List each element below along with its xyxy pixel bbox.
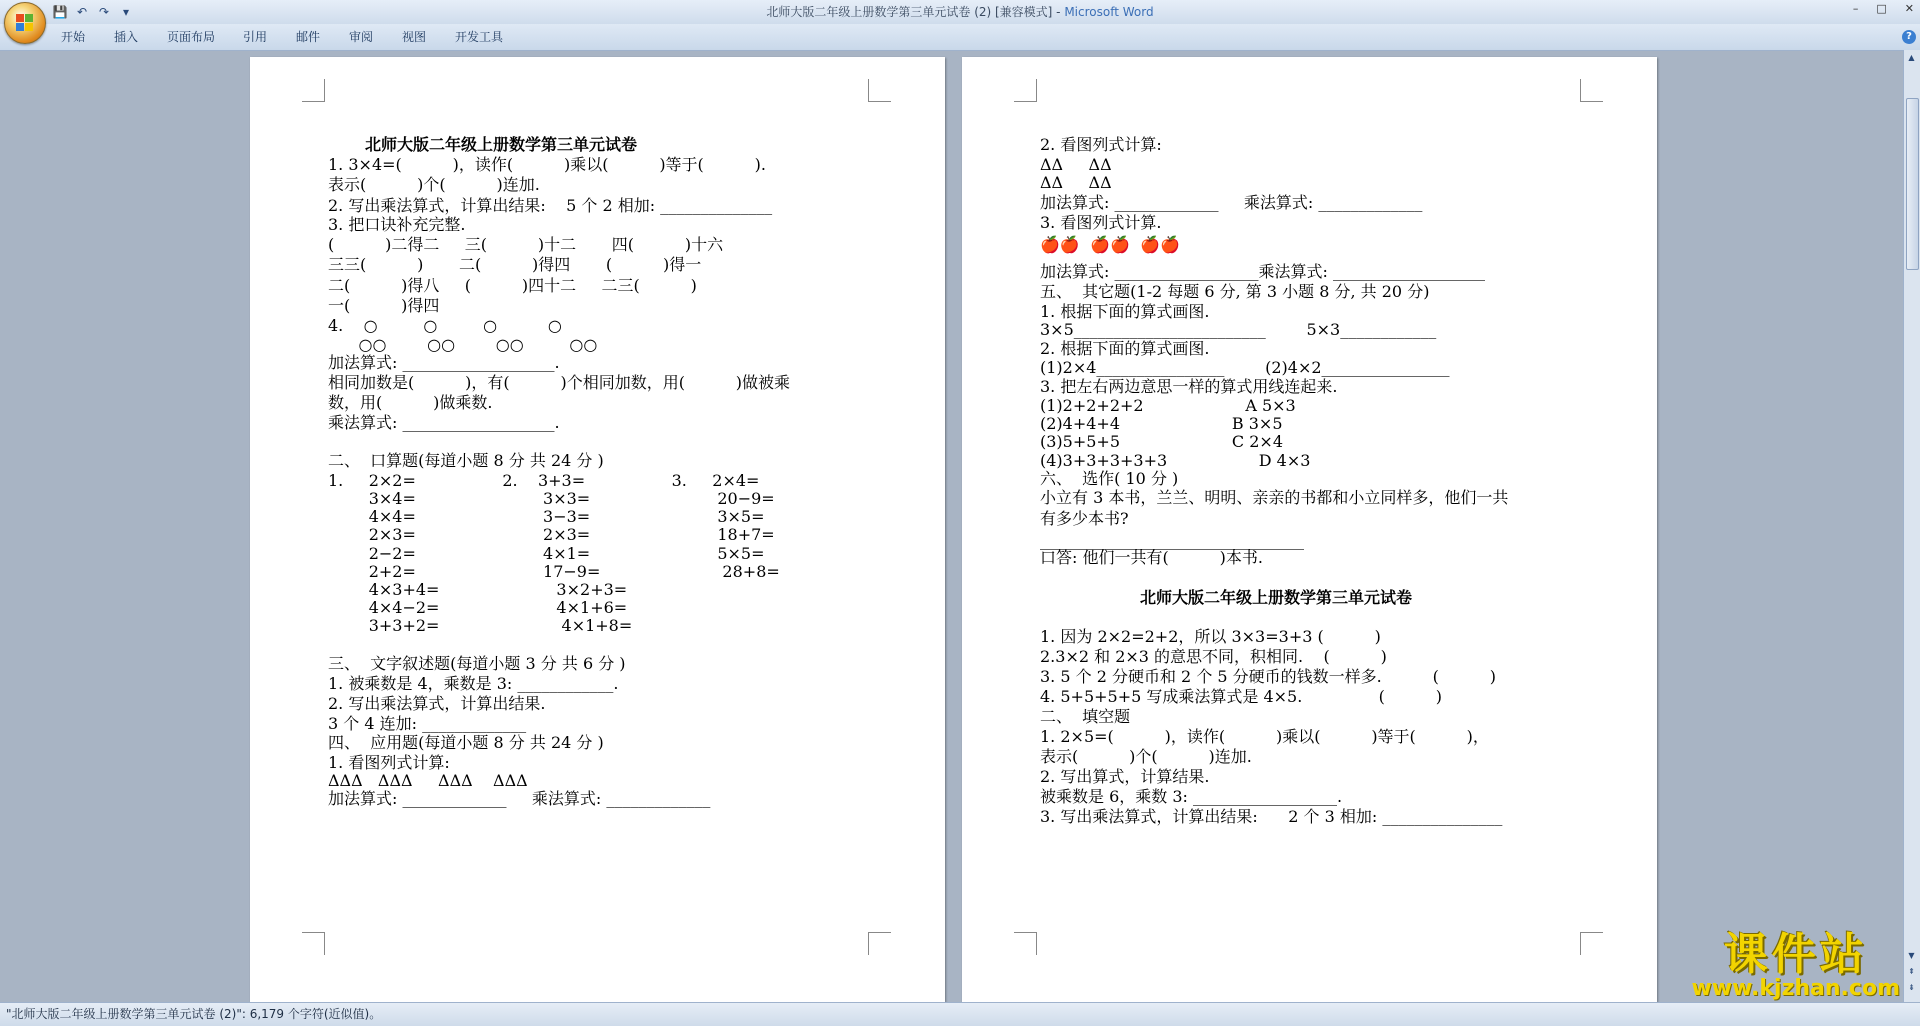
left-page-line: 2. 写出乘法算式，计算出结果: 5 个 2 相加: ______________	[328, 196, 773, 215]
left-page-line: 数，用( )做乘数.	[328, 393, 493, 412]
left-page-line: ΔΔΔ ΔΔΔ ΔΔΔ ΔΔΔ	[328, 771, 528, 790]
left-page-line: 3 个 4 连加: _____________	[328, 714, 527, 733]
right-page-line: 🍎🍎 🍎🍎 🍎🍎	[1040, 235, 1180, 254]
undo-icon[interactable]: ↶	[76, 5, 88, 19]
left-page-line: 3+3+2= 4×1+8=	[328, 616, 633, 635]
right-page-line: (1)2+2+2+2 A 5×3	[1040, 396, 1296, 415]
vertical-scrollbar[interactable]	[1903, 50, 1920, 1002]
right-page-line: ΔΔ ΔΔ	[1040, 155, 1112, 174]
right-page-line: 五、 其它题(1-2 每题 6 分, 第 3 小题 8 分, 共 20 分)	[1040, 282, 1430, 301]
save-icon[interactable]: 💾	[52, 5, 68, 19]
left-page-line: 加法算式: _____________ 乘法算式: _____________	[328, 789, 711, 808]
crop-mark	[1014, 79, 1037, 102]
maximize-button[interactable]: □	[1876, 2, 1887, 15]
right-page-line: 4. 5+5+5+5 写成乘法算式是 4×5. ( )	[1040, 687, 1442, 706]
right-page-line: 3. 写出乘法算式，计算出结果: 2 个 3 相加: _______________	[1040, 807, 1503, 826]
tab-references[interactable]: 引用	[243, 30, 268, 44]
left-page-line: 相同加数是( )，有( )个相同加数，用( )做被乘	[328, 373, 791, 392]
right-page-line: (3)5+5+5 C 2×4	[1040, 432, 1283, 451]
title-bar	[0, 0, 1920, 24]
right-page-line: 小立有 3 本书，兰兰、明明、亲亲的书都和小立同样多，他们一共	[1040, 488, 1509, 507]
left-page-line: 北师大版二年级上册数学第三单元试卷	[365, 135, 638, 154]
document-page-left[interactable]	[250, 57, 945, 1002]
right-page-line: 3. 把左右两边意思一样的算式用线连起来.	[1040, 377, 1338, 396]
crop-mark	[1014, 932, 1037, 955]
right-page-line: 1. 因为 2×2=2+2，所以 3×3=3+3 ( )	[1040, 627, 1381, 646]
left-page-line: ( )二得二 三( )十二 四( )十六	[328, 235, 724, 254]
right-page-line: 被乘数是 6，乘数 3: __________________.	[1040, 787, 1343, 806]
right-page-line: 加法算式: _____________ 乘法算式: _____________	[1040, 193, 1423, 212]
left-page-line: 2. 写出乘法算式，计算出结果.	[328, 694, 546, 713]
left-page-line: 4×4−2= 4×1+6=	[328, 598, 628, 617]
right-page-line: 口答: 他们一共有( )本书.	[1040, 548, 1263, 567]
scroll-up-icon[interactable]: ▲	[1908, 53, 1915, 62]
left-page-line: 4×4= 3−3= 3×5=	[328, 507, 765, 526]
tab-page-layout[interactable]: 页面布局	[167, 30, 216, 44]
document-title: 北师大版二年级上册数学第三单元试卷 (2) [兼容模式] -	[766, 5, 1065, 19]
tab-review[interactable]: 审阅	[349, 30, 374, 44]
right-page-line: _________________________________	[1040, 531, 1304, 550]
left-page-line: 三、 文字叙述题(每道小题 3 分 共 6 分 )	[328, 654, 626, 673]
tab-view[interactable]: 视图	[402, 30, 427, 44]
tab-developer[interactable]: 开发工具	[455, 30, 504, 44]
next-page-icon[interactable]: ⇟	[1908, 983, 1915, 992]
office-logo-icon	[16, 14, 34, 32]
crop-mark	[868, 932, 891, 955]
customize-toolbar-icon[interactable]: ▾	[122, 5, 130, 19]
ribbon-tabs	[0, 24, 1920, 51]
app-name: Microsoft Word	[1064, 5, 1154, 19]
right-page-line: 加法算式: __________________乘法算式: ___________________	[1040, 262, 1485, 281]
right-page-line: 2.3×2 和 2×3 的意思不同，积相同. ( )	[1040, 647, 1387, 666]
crop-mark	[1580, 79, 1603, 102]
scrollbar-thumb[interactable]	[1906, 98, 1919, 270]
left-page-line: 三三( ) 二( )得四 ( )得一	[328, 255, 702, 274]
right-page-line: 3×5________________________ 5×3____________	[1040, 320, 1437, 339]
left-page-line: 1. 3×4=( )，读作( )乘以( )等于( ).	[328, 155, 766, 174]
office-button[interactable]	[4, 2, 46, 44]
watermark-title: 课件站	[1723, 929, 1868, 980]
close-button[interactable]: ✕	[1904, 2, 1914, 15]
status-bar	[0, 1002, 1920, 1026]
right-page-line: 六、 选作( 10 分 )	[1040, 469, 1179, 488]
left-page-line: 乘法算式: ___________________.	[328, 413, 560, 432]
status-text: "北师大版二年级上册数学第三单元试卷 (2)": 6,179 个字符(近似值)。	[6, 1007, 382, 1021]
left-page-line: 3×4= 3×3= 20−9=	[328, 489, 775, 508]
scroll-down-icon[interactable]: ▼	[1908, 951, 1915, 960]
left-page-line: 4. ○ ○ ○ ○	[328, 316, 562, 335]
left-page-line: ○○ ○○ ○○ ○○	[328, 335, 598, 354]
document-page-right[interactable]	[962, 57, 1657, 1002]
crop-mark	[302, 932, 325, 955]
left-page-line: 二( )得八 ( )四十二 二三( )	[328, 276, 697, 295]
right-page-line: 北师大版二年级上册数学第三单元试卷	[1140, 588, 1413, 607]
left-page-line: 加法算式: ___________________.	[328, 353, 560, 372]
watermark-url: www.kjzhan.com	[1691, 976, 1900, 1001]
left-page-line: 1. 2×2= 2. 3+3= 3. 2×4=	[328, 471, 760, 490]
right-page-line: 有多少本书?	[1040, 509, 1129, 528]
tab-mailings[interactable]: 邮件	[296, 30, 321, 44]
left-page-line: 四、 应用题(每道小题 8 分 共 24 分 )	[328, 733, 604, 752]
right-page-line: 二、 填空题	[1040, 707, 1131, 726]
window-title	[0, 0, 1920, 24]
crop-mark	[302, 79, 325, 102]
redo-icon[interactable]: ↷	[98, 5, 110, 19]
right-page-line: 1. 2×5=( )，读作( )乘以( )等于( )，	[1040, 727, 1489, 746]
right-page-line: (4)3+3+3+3+3 D 4×3	[1040, 451, 1311, 470]
left-page-line: 表示( )个( )连加.	[328, 175, 540, 194]
left-page-line: 2+2= 17−9= 28+8=	[328, 562, 780, 581]
right-page-line: 2. 写出算式，计算结果.	[1040, 767, 1210, 786]
left-page-line: 3. 把口诀补充完整.	[328, 215, 466, 234]
left-page-line: 2×3= 2×3= 18+7=	[328, 525, 775, 544]
right-page-line: 3. 看图列式计算.	[1040, 213, 1162, 232]
tab-insert[interactable]: 插入	[114, 30, 139, 44]
right-page-line: 2. 看图列式计算:	[1040, 135, 1162, 154]
right-page-line: 3. 5 个 2 分硬币和 2 个 5 分硬币的钱数一样多. ( )	[1040, 667, 1496, 686]
right-page-line: 1. 根据下面的算式画图.	[1040, 302, 1210, 321]
left-page-line: 1. 被乘数是 4，乘数是 3: ____________.	[328, 674, 619, 693]
left-page-line: 二、 口算题(每道小题 8 分 共 24 分 )	[328, 451, 604, 470]
right-page-line: 表示( )个( )连加.	[1040, 747, 1252, 766]
right-page-line: ΔΔ ΔΔ	[1040, 173, 1112, 192]
minimize-button[interactable]: –	[1852, 2, 1859, 15]
crop-mark	[1580, 932, 1603, 955]
crop-mark	[868, 79, 891, 102]
window-controls	[1853, 2, 1914, 15]
watermark-logo	[1691, 918, 1900, 1001]
left-page-line: 1. 看图列式计算:	[328, 753, 450, 772]
right-page-line: 2. 根据下面的算式画图.	[1040, 339, 1210, 358]
tab-home[interactable]: 开始	[61, 30, 86, 44]
right-page-line: (2)4+4+4 B 3×5	[1040, 414, 1283, 433]
left-page-line: 2−2= 4×1= 5×5=	[328, 544, 765, 563]
previous-page-icon[interactable]: ⇞	[1908, 967, 1915, 976]
left-page-line: 4×3+4= 3×2+3=	[328, 580, 628, 599]
right-page-line: (1)2×4________________ (2)4×2________________	[1040, 358, 1450, 377]
help-icon[interactable]: ?	[1902, 30, 1916, 44]
left-page-line: 一( )得四	[328, 296, 440, 315]
